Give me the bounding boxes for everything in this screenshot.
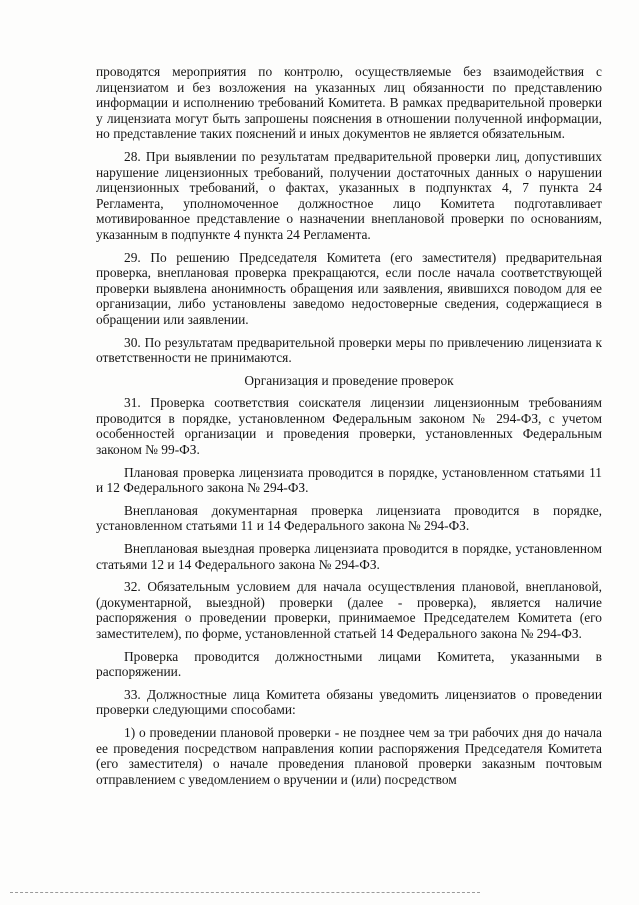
paragraph-32: 32. Обязательным условием для начала осуществления плановой, внеплановой, (документарной, выездной) проверки (далее - проверка), является наличие распоряжения о проведении проверки, принимаемое Председателем Комитета (его заместителем), по форме, установленной статьей 14 Федерального закона № 294-ФЗ.	[96, 579, 602, 641]
paragraph-30: 30. По результатам предварительной проверки меры по привлечению лицензиата к ответственности не принимаются.	[96, 334, 602, 366]
document-body	[96, 64, 602, 794]
footer-divider	[10, 892, 480, 893]
paragraph-unscheduled-documentary: Внеплановая документарная проверка лицензиата проводится в порядке, установленном статьями 11 и 14 Федерального закона № 294-ФЗ.	[96, 502, 602, 534]
paragraph-scheduled-inspection: Плановая проверка лицензиата проводится в порядке, установленном статьями 11 и 12 Федерального закона № 294-ФЗ.	[96, 464, 602, 496]
paragraph-28: 28. При выявлении по результатам предварительной проверки лиц, допустивших нарушение лицензионных требований, получении достаточных данных о нарушении лицензионных требований, о фактах, указанных в подпунктах 4, 7 пункта 24 Регламента, уполномоченное должностное лицо Комитета подготавливает мотивированное представление о назначении внеплановой проверки по основаниям, указанным в подпункте 4 пункта 24 Регламента.	[96, 148, 602, 242]
paragraph-29: 29. По решению Председателя Комитета (его заместителя) предварительная проверка, внеплановая проверка прекращаются, если после начала соответствующей проверки выявлена анонимность обращения или заявления, явившихся поводом для ее организации, либо установлены заведомо недостоверные сведения, содержащиеся в обращении или заявлении.	[96, 249, 602, 327]
paragraph-inspection-officials: Проверка проводится должностными лицами Комитета, указанными в распоряжении.	[96, 648, 602, 680]
paragraph-31: 31. Проверка соответствия соискателя лицензии лицензионным требованиям проводится в порядке, установленном Федеральным законом № 294-ФЗ, с учетом особенностей организации и проведения проверки, установленных Федеральным законом № 99-ФЗ.	[96, 395, 602, 458]
paragraph-unscheduled-onsite: Внеплановая выездная проверка лицензиата проводится в порядке, установленном статьями 12 и 14 Федерального закона № 294-ФЗ.	[96, 541, 602, 572]
paragraph-33: 33. Должностные лица Комитета обязаны уведомить лицензиатов о проведении проверки следующими способами:	[96, 686, 602, 718]
paragraph-continuation: проводятся мероприятия по контролю, осуществляемые без взаимодействия с лицензиатом и без возложения на указанных лиц обязанности по представлению информации и исполнению требований Комитета. В рамках предварительной проверки у лицензиата могут быть запрошены пояснения в отношении полученной информации, но представление таких пояснений и иных документов не является обязательным.	[96, 64, 602, 142]
paragraph-33-item-1: 1) о проведении плановой проверки - не позднее чем за три рабочих дня до начала ее проведения посредством направления копии распоряжения Председателя Комитета (его заместителя) о начале проведения плановой проверки заказным почтовым отправлением с уведомлением о вручении и (или) посредством	[96, 724, 602, 787]
section-heading: Организация и проведение проверок	[244, 372, 454, 388]
